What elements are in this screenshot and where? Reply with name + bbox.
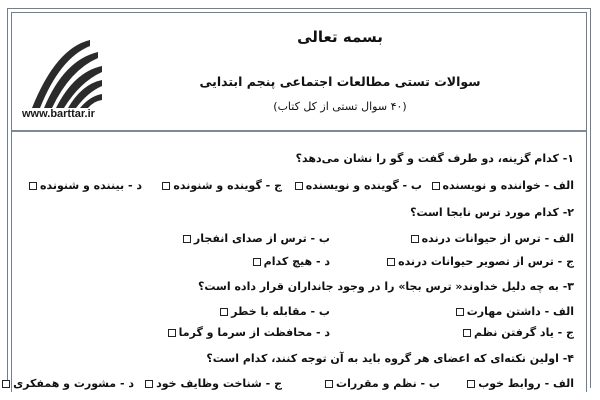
question-2-option-d[interactable] — [253, 255, 330, 268]
question-2-option-a[interactable] — [411, 232, 574, 245]
header-divider — [12, 130, 586, 132]
option-label: الف - خواننده و نویسنده — [442, 179, 574, 192]
basmala-heading: بسمه تعالی — [297, 28, 383, 46]
checkbox-icon[interactable] — [295, 182, 303, 190]
checkbox-icon[interactable] — [183, 235, 191, 243]
option-label: ج - گوینده و شنونده — [173, 179, 282, 192]
option-label: د - بیننده و شنونده — [40, 179, 142, 192]
checkbox-icon[interactable] — [253, 258, 261, 266]
option-label: ب - مقابله با خطر — [231, 305, 330, 318]
question-2-option-c[interactable] — [387, 255, 574, 268]
checkbox-icon[interactable] — [168, 329, 176, 337]
question-1-option-d[interactable] — [29, 179, 142, 192]
option-label: ج - ترس از تصویر حیوانات درنده — [398, 255, 574, 268]
option-label: الف - ترس از حیوانات درنده — [421, 232, 574, 245]
question-3-option-a[interactable] — [456, 305, 574, 318]
page-title: سوالات تستی مطالعات اجتماعی پنجم ابتدایی — [199, 74, 481, 89]
question-3-option-b[interactable] — [220, 305, 330, 318]
question-2-option-b[interactable] — [183, 232, 330, 245]
question-4-option-b[interactable] — [325, 377, 440, 390]
checkbox-icon[interactable] — [456, 308, 464, 316]
checkbox-icon[interactable] — [387, 258, 395, 266]
question-1-text: ۱- کدام گزینه، دو طرف گفت و گو را نشان می‌دهد؟ — [295, 152, 574, 165]
question-4-option-d[interactable] — [2, 377, 134, 390]
checkbox-icon[interactable] — [29, 182, 37, 190]
option-label: ج - یاد گرفتن نظم — [473, 326, 574, 339]
checkbox-icon[interactable] — [2, 380, 10, 388]
question-1-option-b[interactable] — [295, 179, 422, 192]
question-3-option-d[interactable] — [168, 326, 330, 339]
question-1-option-a[interactable] — [432, 179, 574, 192]
checkbox-icon[interactable] — [145, 380, 153, 388]
checkbox-icon[interactable] — [162, 182, 170, 190]
question-4-option-c[interactable] — [145, 377, 282, 390]
option-label: الف - داشتن مهارت — [466, 305, 574, 318]
checkbox-icon[interactable] — [432, 182, 440, 190]
option-label: الف - روابط خوب — [478, 377, 574, 390]
site-url: www.barttar.ir — [22, 108, 95, 120]
question-3-text: ۳- به چه دلیل خداوند« ترس بجا» را در وجود جانداران قرار داده است؟ — [198, 280, 574, 293]
checkbox-icon[interactable] — [220, 308, 228, 316]
question-4-text: ۴- اولین نکته‌ای که اعضای هر گروه باید به آن توجه کنند، کدام است؟ — [206, 352, 574, 365]
option-label: ب - ترس از صدای انفجار — [193, 232, 330, 245]
option-label: ب - نظم و مقررات — [336, 377, 440, 390]
checkbox-icon[interactable] — [411, 235, 419, 243]
question-3-option-c[interactable] — [463, 326, 574, 339]
question-2-text: ۲- کدام مورد ترس نابجا است؟ — [410, 206, 574, 219]
option-label: د - محافظت از سرما و گرما — [178, 326, 330, 339]
option-label: د - مشورت و همفکری — [13, 377, 134, 390]
checkbox-icon[interactable] — [325, 380, 333, 388]
question-4-option-a[interactable] — [467, 377, 574, 390]
option-label: د - هیچ کدام — [263, 255, 330, 268]
question-1-option-c[interactable] — [162, 179, 282, 192]
option-label: ج - شناخت وظایف خود — [156, 377, 282, 390]
checkbox-icon[interactable] — [463, 329, 471, 337]
page-subtitle: (۴۰ سوال تستی از کل کتاب) — [273, 100, 407, 113]
checkbox-icon[interactable] — [467, 380, 475, 388]
barttar-logo — [26, 38, 104, 108]
option-label: ب - گوینده و نویسنده — [305, 179, 422, 192]
